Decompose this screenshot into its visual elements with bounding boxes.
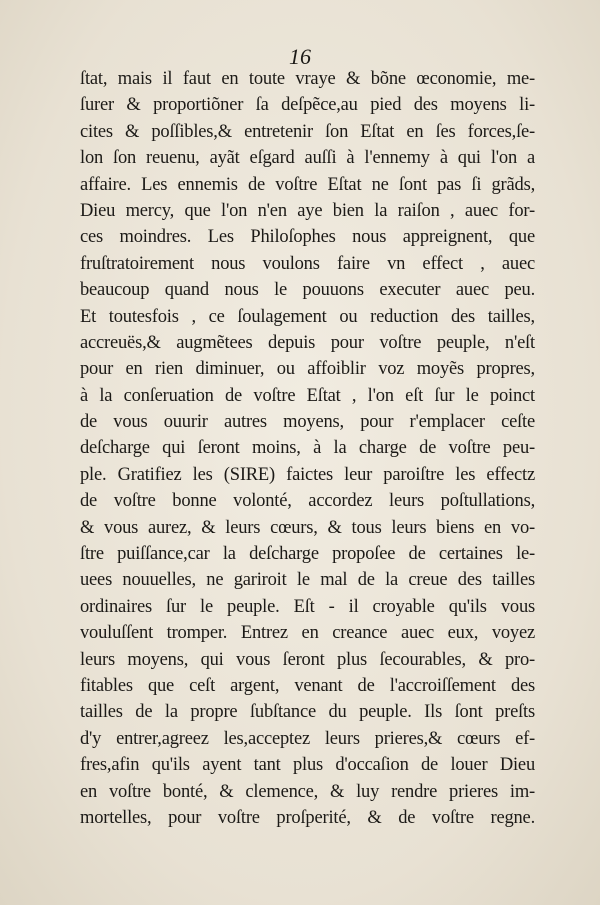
page-number: 16 bbox=[289, 44, 311, 69]
text-line: ſtre puiſſance,car la deſcharge propoſee de certaines le- bbox=[80, 544, 535, 565]
text-line: lon ſon reuenu, ayãt eſgard auſſi à l'ennemy à qui l'on a bbox=[80, 148, 535, 169]
body-text bbox=[80, 66, 535, 831]
text-line: & vous aurez, & leurs cœurs, & tous leurs biens en vo- bbox=[80, 517, 535, 538]
text-line: affaire. Les ennemis de voſtre Eſtat ne ſont pas ſi grãds, bbox=[80, 174, 535, 195]
text-line: vouluſſent tromper. Entrez en creance auec eux, voyez bbox=[80, 623, 535, 644]
text-line: accreuës,& augmẽtees depuis pour voſtre peuple, n'eſt bbox=[80, 332, 535, 353]
text-line: à la conſeruation de voſtre Eſtat , l'on eſt ſur le poinct bbox=[80, 385, 535, 406]
text-line: beaucoup quand nous le pouuons executer auec peu. bbox=[80, 280, 535, 301]
text-line: fruſtratoirement nous voulons faire vn effect , auec bbox=[80, 253, 535, 274]
text-line: mortelles, pour voſtre proſperité, & de voſtre regne. bbox=[80, 807, 535, 828]
text-line: de vous ouurir autres moyens, pour r'emplacer ceſte bbox=[80, 412, 535, 433]
text-line: ſurer & proportiõner ſa deſpẽce,au pied des moyens li- bbox=[80, 95, 535, 116]
text-line: ordinaires ſur le peuple. Eſt - il croyable qu'ils vous bbox=[80, 596, 535, 617]
text-line: fres,afin qu'ils ayent tant plus d'occaſion de louer Dieu bbox=[80, 755, 535, 776]
text-line: uees nouuelles, ne gariroit le mal de la creue des tailles bbox=[80, 570, 535, 591]
text-line: Et toutesfois , ce ſoulagement ou reduction des tailles, bbox=[80, 306, 535, 327]
text-line: ſtat, mais il faut en toute vraye & bõne œconomie, me- bbox=[80, 69, 535, 89]
text-line: deſcharge qui ſeront moins, à la charge de voſtre peu- bbox=[80, 438, 535, 459]
text-line: d'y entrer,agreez les,acceptez leurs prieres,& cœurs ef- bbox=[80, 728, 535, 749]
text-line: pour en rien diminuer, ou affoiblir voz moyẽs propres, bbox=[80, 359, 535, 380]
text-line: ple. Gratifiez les (SIRE) faictes leur paroiſtre les effectz bbox=[80, 464, 535, 485]
text-line: cites & poſſibles,& entretenir ſon Eſtat en ſes forces,ſe- bbox=[80, 121, 535, 142]
text-line: tailles de la propre ſubſtance du peuple. Ils ſont preſts bbox=[80, 702, 535, 723]
text-line: Dieu mercy, que l'on n'en aye bien la raiſon , auec for- bbox=[80, 200, 535, 221]
text-line: de voſtre bonne volonté, accordez leurs poſtullations, bbox=[80, 491, 535, 512]
text-line: en voſtre bonté, & clemence, & luy rendre prieres im- bbox=[80, 781, 535, 802]
text-line: ces moindres. Les Philoſophes nous appreignent, que bbox=[80, 227, 535, 248]
text-line: fitables que ceſt argent, venant de l'accroiſſement des bbox=[80, 675, 535, 696]
text-line: leurs moyens, qui vous ſeront plus ſecourables, & pro- bbox=[80, 649, 535, 670]
